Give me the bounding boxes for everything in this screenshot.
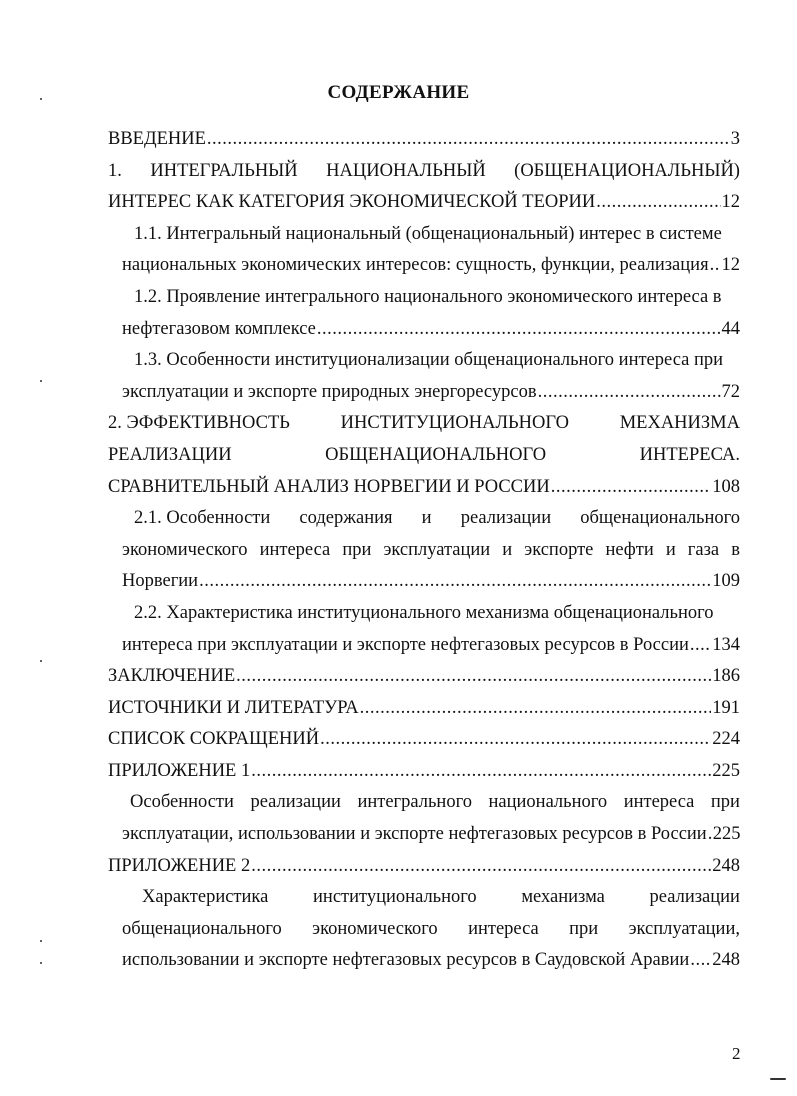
page-ref: 44 xyxy=(721,318,740,339)
word: интереса xyxy=(468,918,539,939)
word: институционального xyxy=(313,887,477,908)
toc-section-2-2-line1 xyxy=(122,598,740,630)
entry-text: ИСТОЧНИКИ И ЛИТЕРАТУРА xyxy=(108,697,359,718)
word: экспорте xyxy=(524,539,594,560)
word: эксплуатации, xyxy=(628,918,740,939)
word: нефти xyxy=(605,539,654,560)
word: общенационального xyxy=(580,508,740,529)
word: МЕХАНИЗМА xyxy=(619,413,740,434)
toc-appendix2-desc-line1 xyxy=(122,882,740,914)
word: экономического xyxy=(312,918,438,939)
toc-chapter1-line1 xyxy=(108,156,740,188)
dot-leader xyxy=(199,566,711,598)
dot-leader xyxy=(690,945,711,977)
toc-section-1-3-line2 xyxy=(122,377,740,409)
toc-entry-abbreviations xyxy=(108,724,740,756)
entry-text: эксплуатации, использовании и экспорте нефтегазовых ресурсов в России xyxy=(122,824,707,845)
word: экономического xyxy=(122,539,248,560)
scan-speck xyxy=(40,940,42,942)
toc-chapter1-line2 xyxy=(108,187,740,219)
page-ref: 248 xyxy=(712,950,740,971)
page-number: 2 xyxy=(732,1044,741,1063)
toc-section-1-1-line2 xyxy=(122,250,740,282)
entry-text: СПИСОК СОКРАЩЕНИЙ xyxy=(108,729,320,750)
page-ref: 224 xyxy=(712,729,740,750)
scan-speck xyxy=(40,962,42,964)
scan-speck xyxy=(770,1078,786,1080)
toc-appendix1-desc-line2 xyxy=(122,819,740,851)
dot-leader xyxy=(251,756,711,788)
dot-leader xyxy=(690,630,711,662)
word: механизма xyxy=(521,887,605,908)
word: национального xyxy=(488,792,608,813)
word: ИНСТИТУЦИОНАЛЬНОГО xyxy=(340,413,569,434)
entry-text: Норвегии xyxy=(122,571,199,592)
dot-leader xyxy=(251,851,711,883)
entry-text: эксплуатации и экспорте природных энергоресурсов xyxy=(122,381,537,402)
word: Характеристика xyxy=(142,887,269,908)
table-of-contents xyxy=(108,124,740,977)
page-ref: 12 xyxy=(721,192,740,213)
entry-text: интереса при эксплуатации и экспорте нефтегазовых ресурсов в России xyxy=(122,634,689,655)
word: газа xyxy=(687,539,720,560)
toc-section-1-3-line1 xyxy=(122,345,740,377)
page-ref: 108 xyxy=(712,476,740,497)
word: общенационального xyxy=(122,918,282,939)
toc-section-2-1-line1 xyxy=(122,503,740,535)
dot-leader xyxy=(596,187,720,219)
page-ref: 191 xyxy=(712,697,740,718)
page-ref: 109 xyxy=(712,571,740,592)
word: и xyxy=(665,539,676,560)
entry-text: национальных экономических интересов: сущность, функции, реализация xyxy=(122,255,709,276)
word: 2.1. Особенности xyxy=(134,508,271,529)
page-title: СОДЕРЖАНИЕ xyxy=(327,82,470,103)
entry-text: 1.1. Интегральный национальный (общенациональный) интерес в системе xyxy=(134,223,722,244)
toc-section-1-1-line1 xyxy=(122,219,740,251)
toc-section-1-2-line1 xyxy=(122,282,740,314)
page-ref: 3 xyxy=(730,129,740,149)
toc-section-1-2-line2 xyxy=(122,314,740,346)
entry-text: нефтегазовом комплексе xyxy=(122,318,316,339)
page-ref: 225 xyxy=(712,760,740,781)
scan-speck xyxy=(40,660,42,662)
word: НАЦИОНАЛЬНЫЙ xyxy=(326,160,486,181)
word: и xyxy=(502,539,513,560)
page-ref: 186 xyxy=(712,666,740,687)
toc-section-2-1-line2 xyxy=(122,535,740,567)
entry-text: 1.2. Проявление интегрального национального экономического интереса в xyxy=(134,286,722,307)
entry-text: СРАВНИТЕЛЬНЫЙ АНАЛИЗ НОРВЕГИИ И РОССИИ xyxy=(108,476,550,497)
word: при xyxy=(569,918,599,939)
entry-text: 2.2. Характеристика институционального механизма общенационального xyxy=(134,602,714,623)
word: 1. xyxy=(108,160,122,181)
dot-leader xyxy=(320,724,711,756)
toc-entry-intro xyxy=(108,124,740,156)
word: интереса xyxy=(623,792,695,813)
word: эксплуатации xyxy=(383,539,491,560)
toc-entry-conclusion xyxy=(108,661,740,693)
word: ОБЩЕНАЦИОНАЛЬНОГО xyxy=(325,444,547,465)
page-ref: 248 xyxy=(712,855,740,876)
page-ref: 12 xyxy=(721,255,740,276)
dot-leader xyxy=(551,472,712,504)
word: ИНТЕГРАЛЬНЫЙ xyxy=(150,160,298,181)
word: (ОБЩЕНАЦИОНАЛЬНЫЙ) xyxy=(514,160,740,181)
entry-text: ИНТЕРЕС КАК КАТЕГОРИЯ ЭКОНОМИЧЕСКОЙ ТЕОРИИ xyxy=(108,192,596,213)
word: Особенности xyxy=(130,792,234,813)
toc-section-2-2-line2 xyxy=(122,630,740,662)
word: реализации xyxy=(649,887,740,908)
word: реализации xyxy=(460,508,552,529)
toc-entry-appendix1 xyxy=(108,756,740,788)
word: при xyxy=(710,792,740,813)
word: РЕАЛИЗАЦИИ xyxy=(108,444,232,465)
dot-leader xyxy=(708,819,712,851)
entry-text: ВВЕДЕНИЕ xyxy=(108,129,206,149)
entry-text: ПРИЛОЖЕНИЕ 1 xyxy=(108,760,251,781)
dot-leader xyxy=(207,124,730,156)
toc-appendix1-desc-line1 xyxy=(122,787,740,819)
dot-leader xyxy=(236,661,711,693)
toc-section-2-1-line3 xyxy=(122,566,740,598)
toc-entry-appendix2 xyxy=(108,851,740,883)
toc-chapter2-line3 xyxy=(108,472,740,504)
dot-leader xyxy=(360,693,712,725)
dot-leader xyxy=(710,250,721,282)
toc-chapter2-line1 xyxy=(108,408,740,440)
word: 2. ЭФФЕКТИВНОСТЬ xyxy=(108,413,290,434)
word: реализации xyxy=(250,792,341,813)
page-ref: 72 xyxy=(721,381,740,402)
entry-text: ПРИЛОЖЕНИЕ 2 xyxy=(108,855,251,876)
word: в xyxy=(731,539,740,560)
entry-text: использовании и экспорте нефтегазовых ресурсов в Саудовской Аравии xyxy=(122,950,690,971)
toc-chapter2-line2 xyxy=(108,440,740,472)
page-ref: 134 xyxy=(712,634,740,655)
toc-entry-sources xyxy=(108,693,740,725)
scan-speck xyxy=(40,98,42,100)
dot-leader xyxy=(538,377,721,409)
toc-appendix2-desc-line3 xyxy=(122,945,740,977)
page-ref: 225 xyxy=(712,824,740,845)
word: при xyxy=(342,539,372,560)
word: интегрального xyxy=(357,792,472,813)
word: ИНТЕРЕСА. xyxy=(639,444,740,465)
entry-text: ЗАКЛЮЧЕНИЕ xyxy=(108,666,236,687)
scan-speck xyxy=(40,380,42,382)
entry-text: 1.3. Особенности институционализации общенационального интереса при xyxy=(134,350,724,371)
dot-leader xyxy=(317,314,721,346)
word: содержания xyxy=(299,508,393,529)
toc-appendix2-desc-line2 xyxy=(122,914,740,946)
word: интереса xyxy=(259,539,331,560)
word: и xyxy=(421,508,432,529)
